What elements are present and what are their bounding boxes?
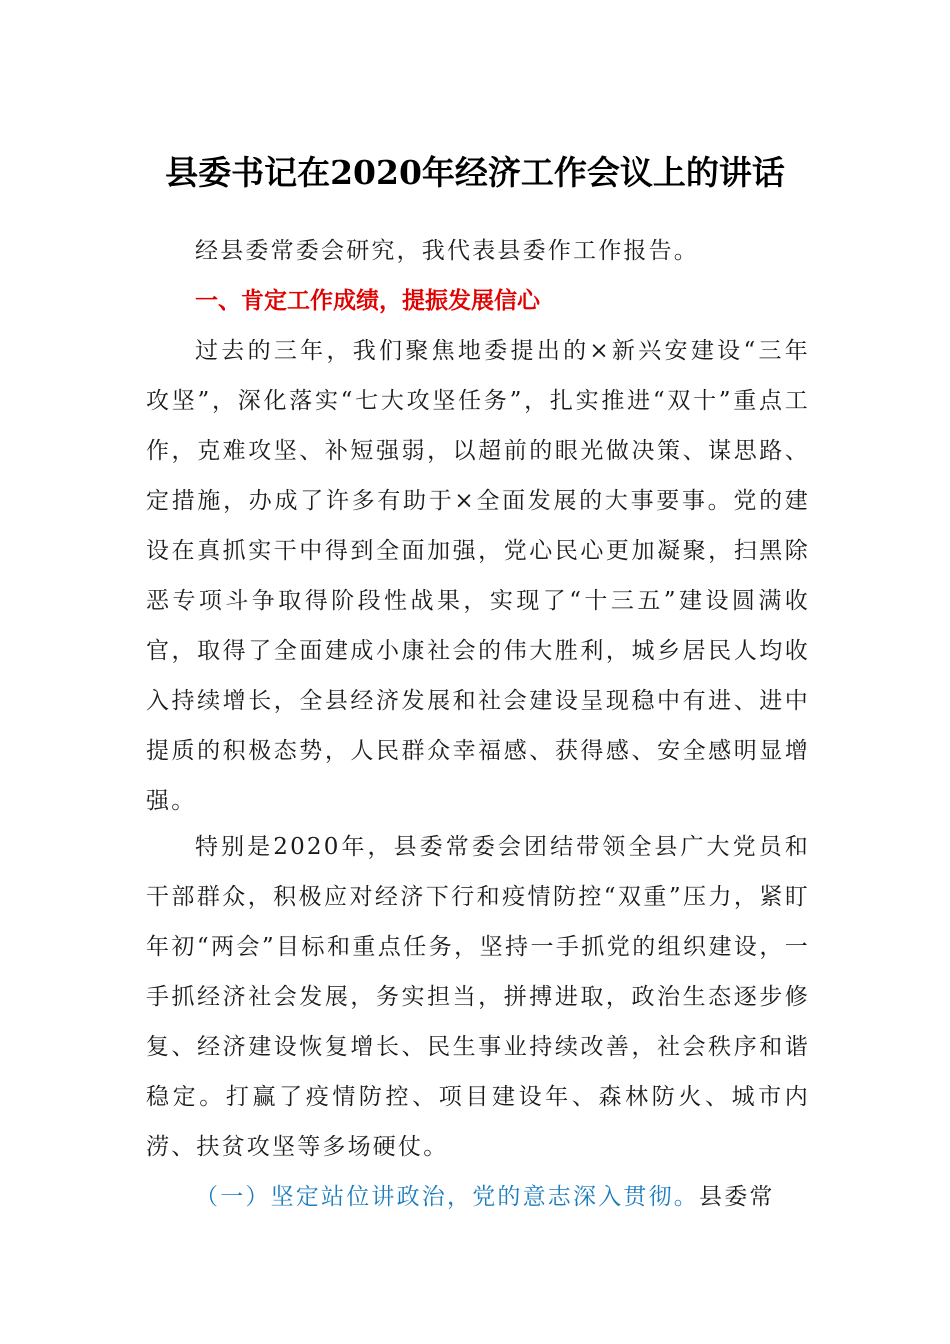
subsection-heading: （一）坚定站位讲政治，党的意志深入贯彻。 bbox=[195, 1184, 699, 1210]
intro-paragraph: 经县委常委会研究，我代表县委作工作报告。 bbox=[195, 238, 699, 264]
paragraph-1: 过去的三年，我们聚焦地委提出的×新兴安建设“三年攻坚”，深化落实“七大攻坚任务”，扎实推进“双十”重点工作，克难攻坚、补短强弱，以超前的眼光做决策、谋思路、定措施，办成了许多有助于×全面发展的大事要事。党的建设在真抓实干中得到全面加强，党心民心更加凝聚，扫黑除恶专项斗争取得阶段性战果，实现了“十三五”建设圆满收官，取得了全面建成小康社会的伟大胜利，城乡居民人均收入持续增长，全县经济发展和社会建设呈现稳中有进、进中提质的积极态势，人民群众幸福感、获得感、安全感明显增强。 bbox=[146, 338, 810, 814]
section-heading: 一、肯定工作成绩，提振发展信心 bbox=[195, 288, 540, 314]
paragraph-3-text: 县委常 bbox=[699, 1184, 775, 1210]
paragraph-3 bbox=[146, 1172, 810, 1222]
document-title: 县委书记在2020年经济工作会议上的讲话 bbox=[165, 153, 785, 192]
paragraph-2: 特别是2020年，县委常委会团结带领全县广大党员和干部群众，积极应对经济下行和疫情防控“双重”压力，紧盯年初“两会”目标和重点任务，坚持一手抓党的组织建设，一手抓经济社会发展，务实担当，拼搏进取，政治生态逐步修复、经济建设恢复增长、民生事业持续改善，社会秩序和谐稳定。打赢了疫情防控、项目建设年、森林防火、城市内涝、扶贫攻坚等多场硬仗。 bbox=[146, 834, 810, 1160]
